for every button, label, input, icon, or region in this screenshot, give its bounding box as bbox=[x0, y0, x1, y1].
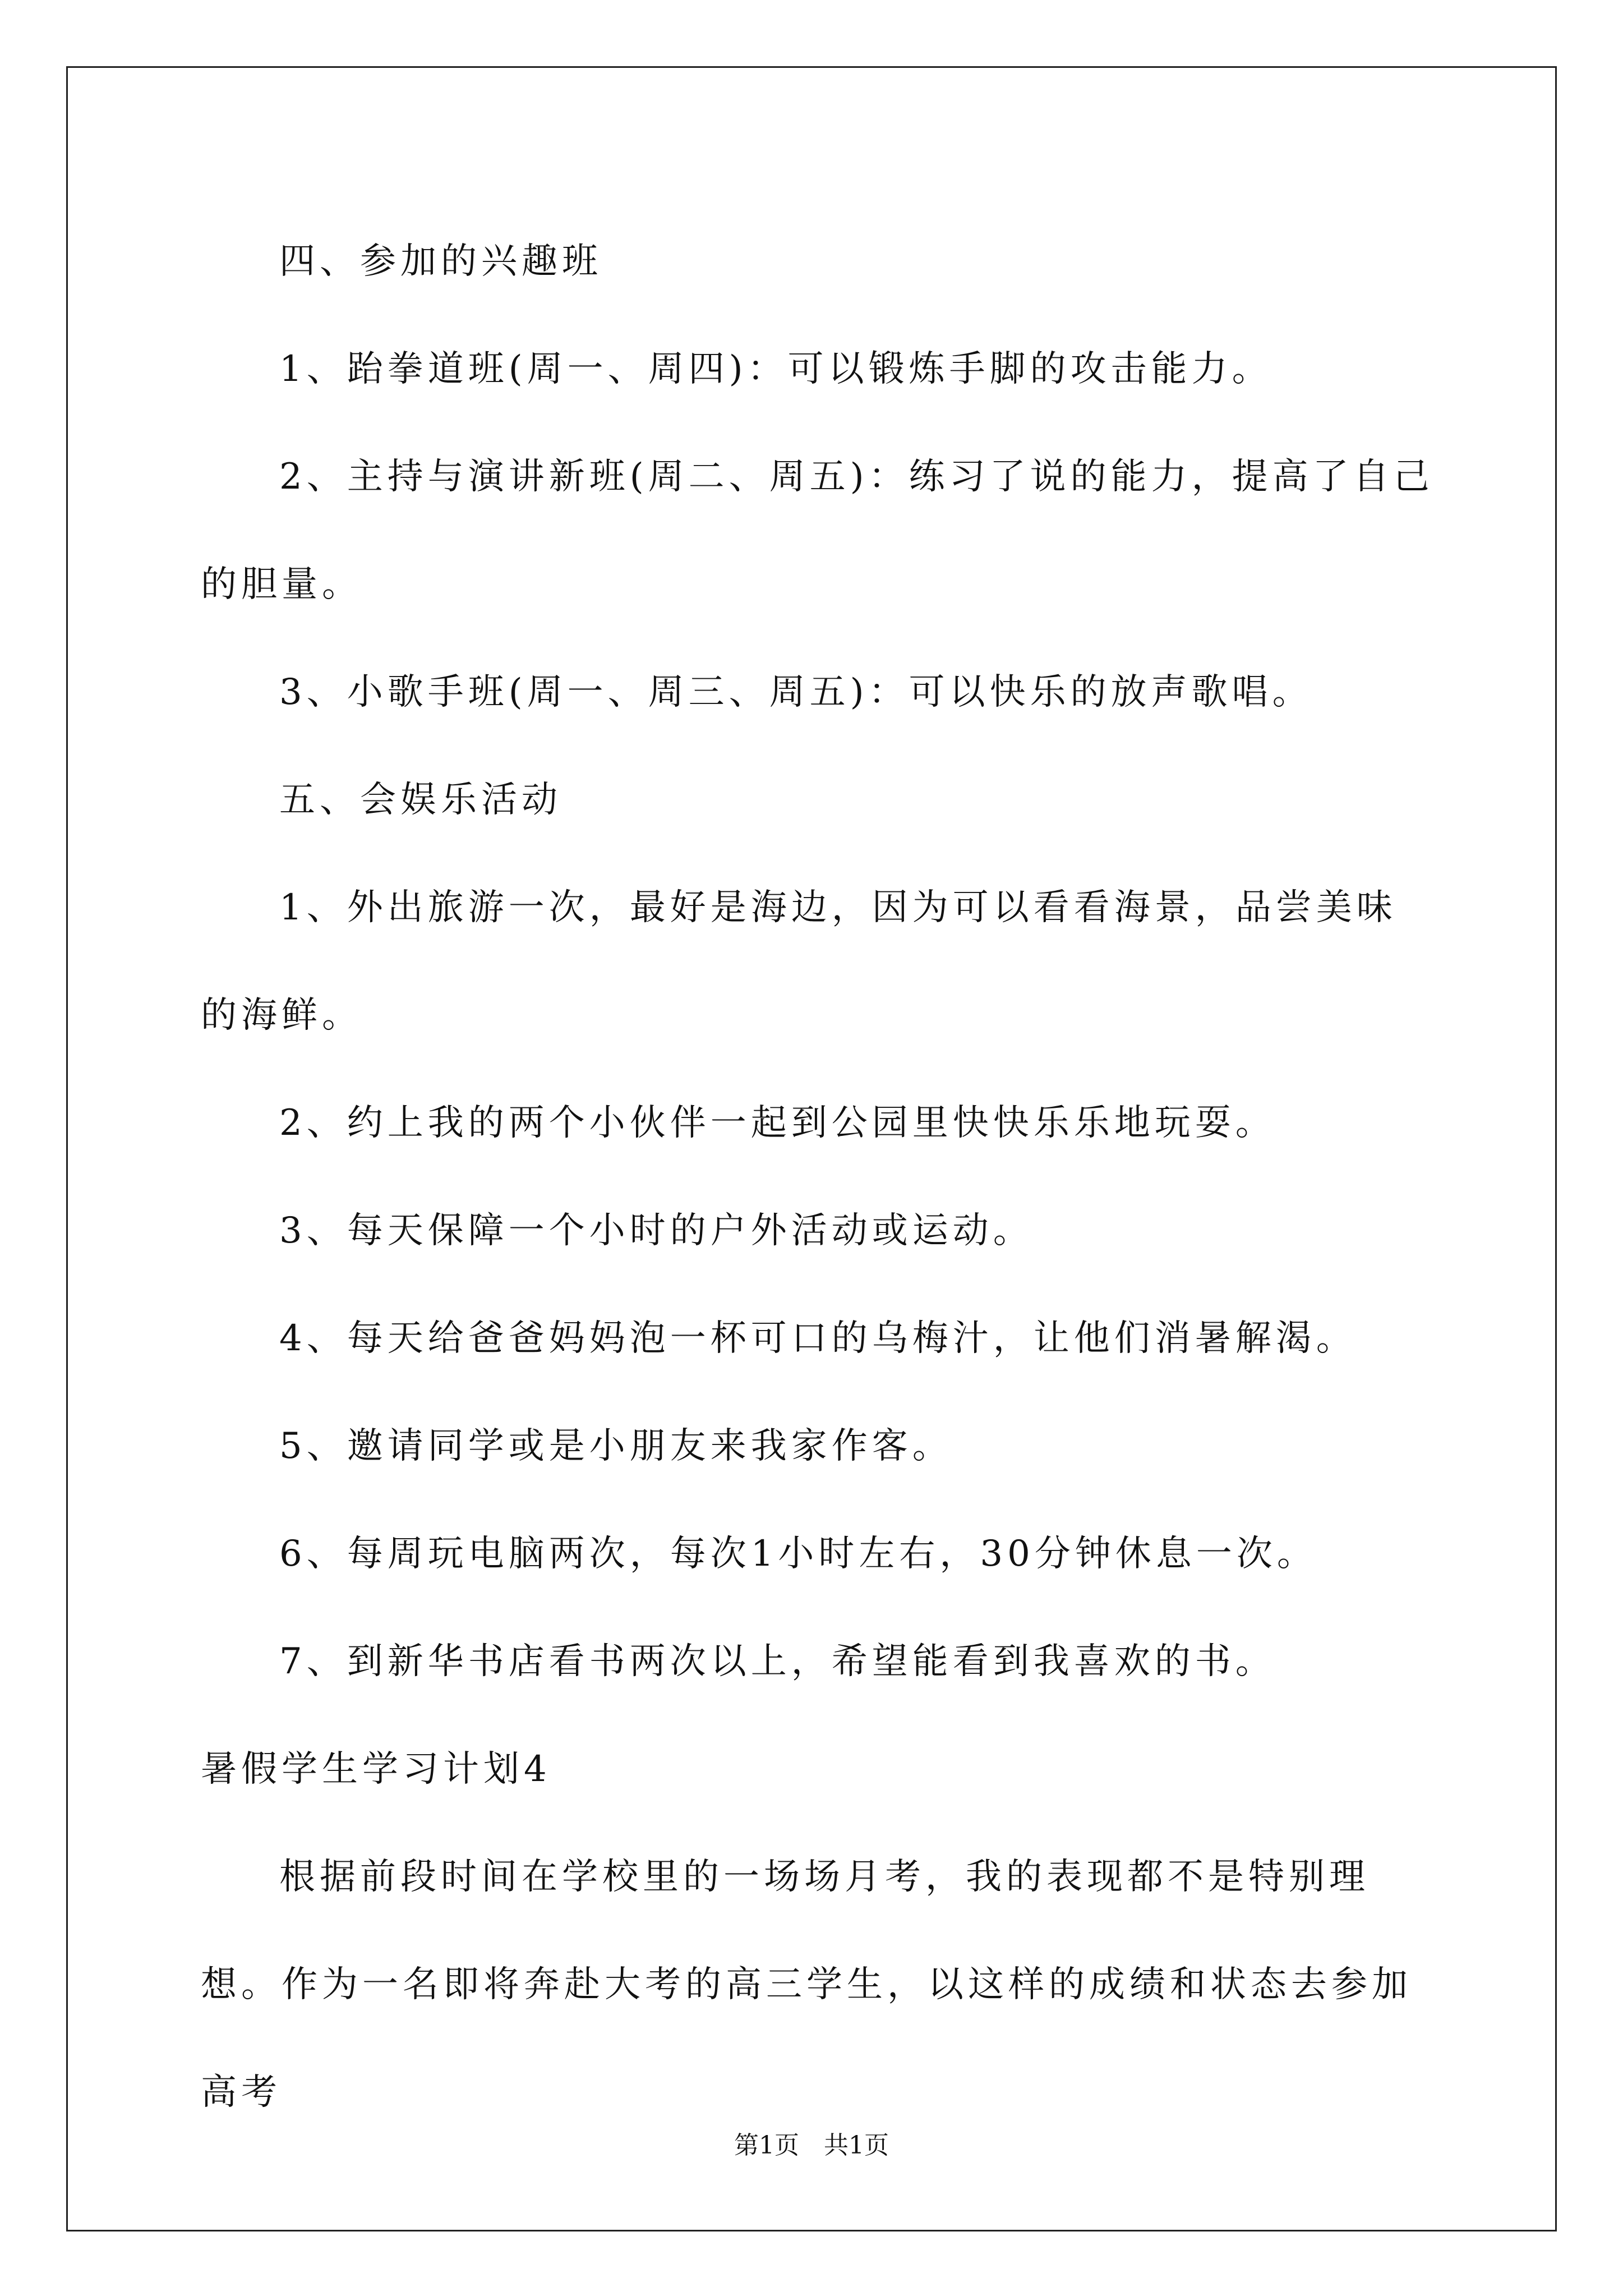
paragraph: 7、到新华书店看书两次以上，希望能看到我喜欢的书。 bbox=[279, 1641, 1276, 1682]
document-body bbox=[201, 208, 1435, 2146]
section-heading-interest-classes: 四、参加的兴趣班 bbox=[279, 241, 602, 282]
paragraph: 1、外出旅游一次，最好是海边，因为可以看看海景，品尝美味的海鲜。 bbox=[201, 887, 1397, 1036]
paragraph: 3、小歌手班(周一、周三、周五)：可以快乐的放声歌唱。 bbox=[279, 671, 1313, 713]
document-title: 暑假学生学习计划4 bbox=[201, 1749, 551, 1790]
paragraph: 5、邀请同学或是小朋友来我家作客。 bbox=[279, 1425, 953, 1467]
paragraph: 2、约上我的两个小伙伴一起到公园里快快乐乐地玩耍。 bbox=[279, 1102, 1276, 1144]
section-heading-activities: 五、会娱乐活动 bbox=[279, 779, 562, 821]
paragraph: 1、跆拳道班(周一、周四)：可以锻炼手脚的攻击能力。 bbox=[279, 348, 1272, 390]
paragraph: 3、每天保障一个小时的户外活动或运动。 bbox=[279, 1210, 1034, 1251]
paragraph: 4、每天给爸爸妈妈泡一杯可口的乌梅汁，让他们消暑解渴。 bbox=[279, 1318, 1357, 1359]
paragraph: 根据前段时间在学校里的一场场月考，我的表现都不是特别理想。作为一名即将奔赴大考的高三学生，以这样的成绩和状态去参加高考 bbox=[201, 1856, 1412, 2113]
page-footer: 第1页 共1页 bbox=[734, 2131, 889, 2160]
paragraph: 2、主持与演讲新班(周二、周五)：练习了说的能力，提高了自己的胆量。 bbox=[201, 456, 1434, 605]
paragraph: 6、每周玩电脑两次，每次1小时左右，30分钟休息一次。 bbox=[279, 1533, 1317, 1575]
